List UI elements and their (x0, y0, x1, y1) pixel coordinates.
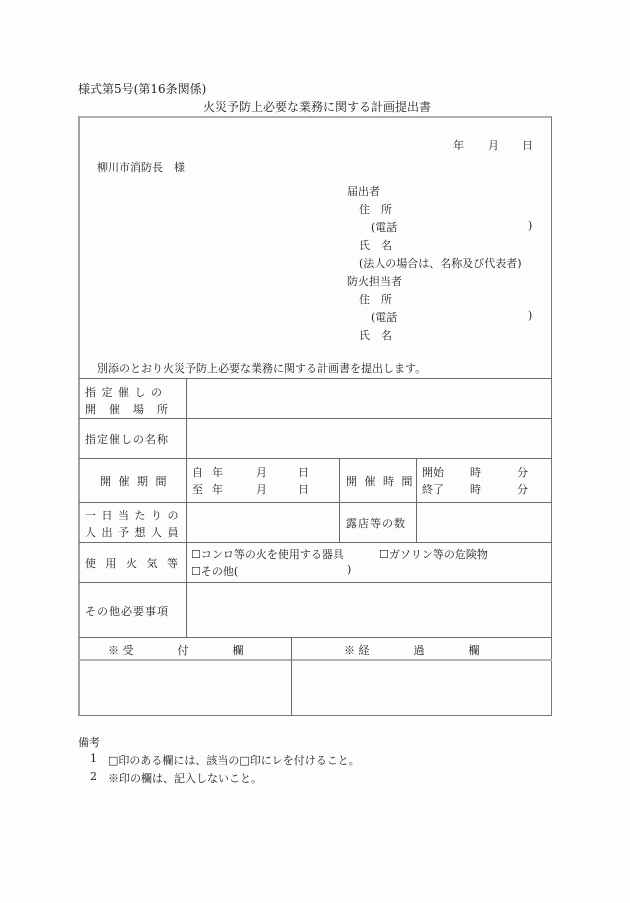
period-label: 開 催 期 間 (100, 475, 169, 488)
addressee: 柳川市消防長 様 (97, 161, 185, 174)
other-matters-label: その他必要事項 (85, 605, 169, 618)
column-divider (339, 458, 340, 542)
period-from-prefix: 自 (192, 466, 203, 479)
fire-manager-name-label: 氏 名 (359, 329, 392, 342)
option-label: その他( (200, 565, 239, 578)
column-divider (416, 458, 417, 542)
note-item-num: 1 (90, 752, 97, 765)
event-name-label: 指定催しの名称 (85, 433, 169, 446)
period-from-month: 月 (256, 466, 267, 479)
fire-manager-address-label: 住 所 (359, 293, 392, 306)
row-line (79, 418, 552, 419)
hours-start-hour: 時 (470, 466, 481, 479)
row-line (79, 637, 552, 638)
hours-start-prefix: 開始 (422, 466, 444, 479)
progress-label: ※ 経 過 欄 (344, 644, 480, 657)
fire-manager-phone-label: (電話 (371, 311, 398, 324)
checkbox-icon[interactable]: ☐ (191, 548, 201, 561)
checkbox-icon[interactable]: ☐ (379, 548, 389, 561)
other-matters-field[interactable] (188, 584, 550, 636)
progress-field (293, 662, 551, 715)
page-title: 火災予防上必要な業務に関する計画提出書 (203, 100, 432, 114)
row-line (79, 542, 552, 543)
form-number: 様式第5号(第16条関係) (78, 82, 207, 96)
reception-field (80, 662, 290, 715)
note-item-text: ※印の欄は、記入しないこと。 (108, 772, 262, 785)
table-top-line (79, 378, 552, 379)
other-close-paren: ) (347, 563, 352, 576)
option-label: コンロ等の火を使用する器具 (200, 548, 344, 561)
fire-manager-phone-close: ) (528, 309, 533, 322)
note-item-num: 2 (90, 770, 97, 783)
applicant-heading: 届出者 (347, 185, 380, 198)
venue-field[interactable] (188, 380, 550, 417)
applicant-name-label: 氏 名 (359, 239, 392, 252)
note-item-text: □印のある欄には、該当の□印にレを付けること。 (108, 754, 360, 767)
period-from-day: 日 (298, 466, 309, 479)
applicant-address-label: 住 所 (359, 203, 392, 216)
stalls-field[interactable] (418, 504, 550, 541)
hours-end-prefix: 終了 (422, 483, 444, 496)
hours-end-hour: 時 (470, 483, 481, 496)
applicant-corporate-note: (法人の場合は、名称及び代表者) (359, 257, 522, 270)
period-to-year: 年 (212, 483, 223, 496)
fire-manager-heading: 防火担当者 (347, 275, 402, 288)
row-line (79, 458, 552, 459)
period-to-prefix: 至 (192, 483, 203, 496)
row-line (79, 659, 552, 661)
hours-end-minute: 分 (517, 483, 528, 496)
statement: 別添のとおり火災予防上必要な業務に関する計画書を提出します。 (97, 362, 427, 375)
applicant-phone-close: ) (528, 219, 533, 232)
row-line (79, 502, 552, 503)
fire-use-option-gasoline[interactable] (379, 546, 488, 562)
period-to-month: 月 (256, 483, 267, 496)
hours-start-minute: 分 (517, 466, 528, 479)
venue-label-line2: 開 催 場 所 (85, 403, 169, 416)
period-to-day: 日 (298, 483, 309, 496)
fire-use-option-other[interactable] (191, 563, 238, 579)
row-line (79, 582, 552, 583)
date-day: 日 (522, 139, 533, 152)
period-from-year: 年 (212, 466, 223, 479)
fire-use-label: 使 用 火 気 等 (85, 557, 181, 570)
date-year: 年 (453, 139, 464, 152)
stalls-label: 露店等の数 (346, 517, 406, 530)
venue-label-line1: 指 定 催 し の (85, 386, 163, 399)
attendance-label-line2: 人 出 予 想 人 員 (85, 526, 180, 539)
fire-use-option-stove[interactable] (191, 546, 344, 562)
date-month: 月 (488, 139, 499, 152)
applicant-phone-label: (電話 (371, 221, 398, 234)
hours-label: 開 催 時 間 (346, 475, 415, 488)
reception-label: ※ 受 付 欄 (108, 644, 244, 657)
label-column-divider (186, 378, 187, 637)
notes-heading: 備考 (78, 736, 100, 749)
option-label: ガソリン等の危険物 (388, 548, 488, 561)
bottom-column-divider (291, 637, 292, 716)
checkbox-icon[interactable]: ☐ (191, 565, 201, 578)
attendance-field[interactable] (188, 504, 338, 541)
attendance-label-line1: 一 日 当 た り の (85, 509, 180, 522)
event-name-field[interactable] (188, 420, 550, 457)
